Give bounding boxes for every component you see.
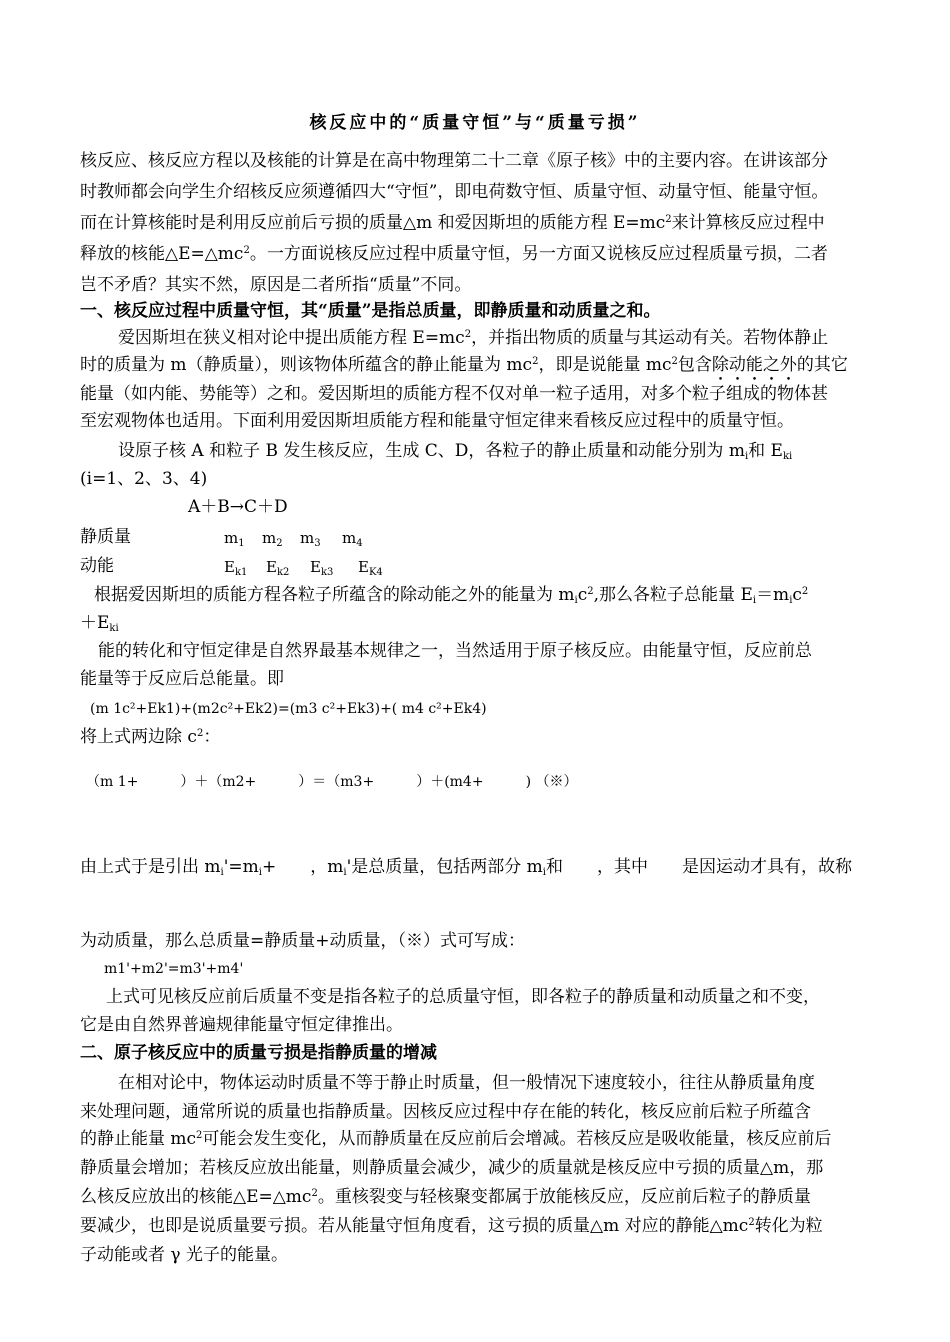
mass-equation-star: （m 1+ ）＋（m2+ ）＝（m3+ ）＋(m4+ ) （※）: [86, 774, 578, 790]
kinetic-energy-ek1: $E_{k1}$: [224, 558, 248, 578]
sec1-p1-line-3: 能量（如内能、势能等）之和。爱因斯坦的质能方程不仅对单一粒子适用，对多个粒子组成的物体甚: [80, 384, 828, 404]
page-title: 核反应中的“质量守恒”与“质量亏损”: [309, 113, 641, 133]
sec1-p1-line-1: 爱因斯坦在狭义相对论中提出质能方程 $E=mc^2$，并指出物质的质量与其运动有关。若物体静止: [118, 328, 829, 348]
rest-mass-m2: $m_2$: [262, 529, 283, 549]
kinetic-energy-ek3: $E_{k3}$: [310, 558, 334, 578]
intro-line-2: 时教师都会向学生介绍核反应须遵循四大“守恒”，即电荷数守恒、质量守恒、动量守恒、能量守恒。: [80, 182, 829, 202]
rest-mass-m1: $m_1$: [224, 529, 245, 549]
sec1-p8-line-2: 它是由自然界普遍规律能量守恒定律推出。: [80, 1015, 403, 1035]
section-2-heading: 二、原子核反应中的质量亏损是指静质量的增减: [80, 1043, 437, 1063]
intro-line-5: 岂不矛盾？其实不然，原因是二者所指“质量”不同。: [80, 275, 472, 295]
sec1-p2-line-1: 设原子核 A 和粒子 B 发生核反应，生成 C、D，各粒子的静止质量和动能分别为 $m_i$和 $E_{ki}$: [118, 441, 793, 462]
divide-by-c2-line: 将上式两边除 $c^2$：: [80, 727, 221, 747]
energy-conservation-equation: (m 1c²+Ek1)+(m2c²+Ek2)=(m3 c²+Ek3)+( m4 c²+Ek4): [90, 701, 487, 717]
rest-mass-m4: $m_4$: [342, 529, 363, 549]
intro-line-4: 释放的核能$\triangle E=\triangle mc^2$。一方面说核反应过程中质量守恒，另一方面又说核反应过程质量亏损，二者: [80, 244, 828, 264]
rest-mass-m3: $m_3$: [300, 529, 321, 549]
sec1-p3-line-2: $+E_{ki}$: [80, 613, 119, 634]
total-mass-equation: m1'+m2'=m3'+m4': [104, 961, 244, 977]
sec1-p2-line-2: (i=1、2、3、4): [80, 469, 208, 489]
sec1-p4-line-2: 能量等于反应后总能量。即: [80, 669, 284, 689]
intro-line-3: 而在计算核能时是利用反应前后亏损的质量△m 和爱因斯坦的质能方程 $E=mc^2$来计算核反应过程中: [80, 213, 825, 233]
sec2-line-4: 静质量会增加；若核反应放出能量，则静质量会减少，减少的质量就是核反应中亏损的质量△m，那: [80, 1158, 824, 1178]
kinetic-energy-label: 动能: [80, 556, 114, 576]
sec1-p6-line-1: 由上式于是引出 $m_i'=m_i+$ ，$m_i'$是总质量，包括两部分 $m_i$和 ，其中 是因运动才具有，故称: [80, 857, 852, 878]
kinetic-energy-ek2: $E_{k2}$: [266, 558, 290, 578]
sec1-p1-line-2: 时的质量为 m（静质量），则该物体所蕴含的静止能量为 $mc^2$，即是说能量 $mc^2$包含除动能之外的其它: [80, 355, 848, 375]
sec1-p7-line: 为动质量，那么总质量=静质量+动质量，（※）式可写成：: [80, 931, 525, 951]
reaction-equation: A＋B→C＋D: [188, 497, 288, 517]
sec1-p8-line-1: 上式可见核反应前后质量不变是指各粒子的总质量守恒，即各粒子的静质量和动质量之和不变，: [106, 987, 820, 1007]
sec2-line-7: 子动能或者 γ 光子的能量。: [80, 1245, 288, 1265]
sec1-p4-line-1: 能的转化和守恒定律是自然界最基本规律之一，当然适用于原子核反应。由能量守恒，反应前总: [98, 641, 812, 661]
sec2-line-3: 的静止能量 $mc^2$可能会发生变化，从而静质量在反应前后会增减。若核反应是吸收能量，核反应前后: [80, 1129, 832, 1149]
sec1-p1-line-4: 至宏观物体也适用。下面利用爱因斯坦质能方程和能量守恒定律来看核反应过程中的质量守恒。: [80, 411, 794, 431]
sec2-line-5: 么核反应放出的核能$\triangle E=\triangle mc^2$。重核裂变与轻核聚变都属于放能核反应，反应前后粒子的静质量: [80, 1187, 811, 1207]
section-1-heading: 一、核反应过程中质量守恒，其“质量”是指总质量，即静质量和动质量之和。: [80, 301, 661, 321]
rest-mass-label: 静质量: [80, 527, 131, 547]
sec2-line-1: 在相对论中，物体运动时质量不等于静止时质量，但一般情况下速度较小，往往从静质量角度: [118, 1073, 815, 1093]
sec1-p3-line-1: 根据爱因斯坦的质能方程各粒子所蕴含的除动能之外的能量为 $m_ic^2$,那么各粒子总能量 $E_i=m_ic^2$: [94, 585, 809, 606]
sec2-line-6: 要减少，也即是说质量要亏损。若从能量守恒角度看，这亏损的质量△m 对应的静能$\triangle mc^2$转化为粒: [80, 1216, 823, 1236]
intro-line-1: 核反应、核反应方程以及核能的计算是在高中物理第二十二章《原子核》中的主要内容。在讲该部分: [80, 151, 828, 171]
kinetic-energy-ek4: $E_{K4}$: [358, 558, 383, 578]
sec2-line-2: 来处理问题，通常所说的质量也指静质量。因核反应过程中存在能的转化，核反应前后粒子所蕴含: [80, 1102, 811, 1122]
